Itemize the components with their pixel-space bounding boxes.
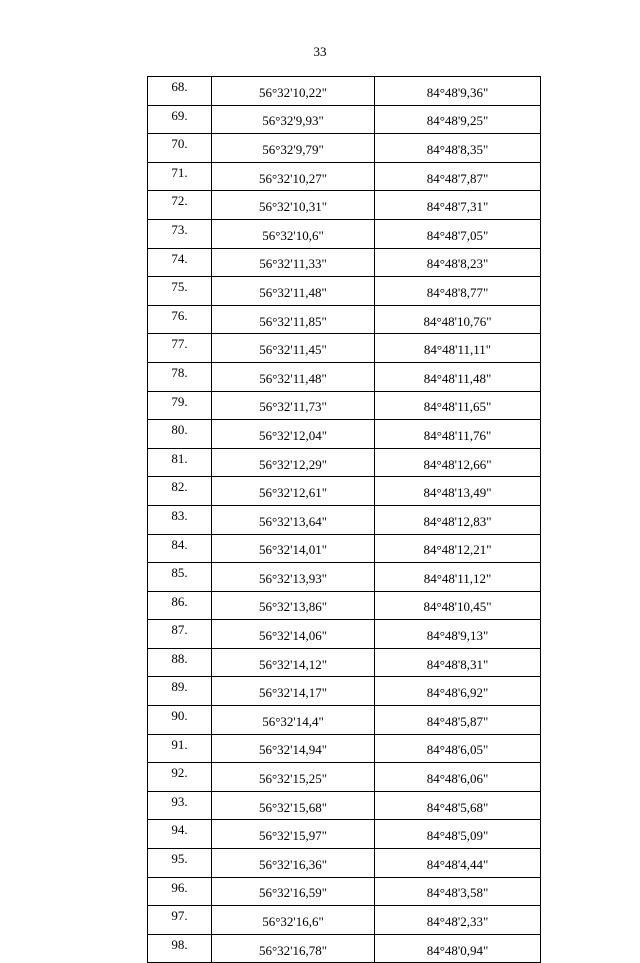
- table-row: [148, 391, 541, 420]
- latitude-cell: 56°32'11,48": [212, 362, 375, 391]
- latitude-cell: 56°32'14,01": [212, 534, 375, 563]
- point-number: 76.: [148, 305, 212, 334]
- longitude-cell: 84°48'0,94": [375, 934, 541, 963]
- table-row: [148, 591, 541, 620]
- longitude-cell: 84°48'5,68": [375, 791, 541, 820]
- latitude-cell: 56°32'14,94": [212, 734, 375, 763]
- table-row: [148, 791, 541, 820]
- table-row: [148, 534, 541, 563]
- latitude-cell: 56°32'12,04": [212, 420, 375, 449]
- longitude-cell: 84°48'7,87": [375, 162, 541, 191]
- latitude-cell: 56°32'10,27": [212, 162, 375, 191]
- longitude-cell: 84°48'9,25": [375, 105, 541, 134]
- latitude-cell: 56°32'11,33": [212, 248, 375, 277]
- longitude-cell: 84°48'12,66": [375, 448, 541, 477]
- latitude-cell: 56°32'13,64": [212, 505, 375, 534]
- latitude-cell: 56°32'13,93": [212, 563, 375, 592]
- point-number: 71.: [148, 162, 212, 191]
- latitude-cell: 56°32'14,12": [212, 648, 375, 677]
- latitude-cell: 56°32'15,97": [212, 820, 375, 849]
- latitude-cell: 56°32'12,61": [212, 477, 375, 506]
- latitude-cell: 56°32'16,6": [212, 906, 375, 935]
- longitude-cell: 84°48'2,33": [375, 906, 541, 935]
- point-number: 73.: [148, 219, 212, 248]
- table-row: [148, 77, 541, 106]
- longitude-cell: 84°48'8,31": [375, 648, 541, 677]
- point-number: 97.: [148, 906, 212, 935]
- point-number: 95.: [148, 849, 212, 878]
- latitude-cell: 56°32'9,93": [212, 105, 375, 134]
- point-number: 79.: [148, 391, 212, 420]
- table-row: [148, 191, 541, 220]
- point-number: 82.: [148, 477, 212, 506]
- point-number: 90.: [148, 706, 212, 735]
- point-number: 83.: [148, 505, 212, 534]
- longitude-cell: 84°48'11,48": [375, 362, 541, 391]
- table-row: [148, 505, 541, 534]
- point-number: 87.: [148, 620, 212, 649]
- table-row: [148, 820, 541, 849]
- longitude-cell: 84°48'8,35": [375, 134, 541, 163]
- point-number: 78.: [148, 362, 212, 391]
- table-row: [148, 706, 541, 735]
- point-number: 72.: [148, 191, 212, 220]
- point-number: 91.: [148, 734, 212, 763]
- table-row: [148, 620, 541, 649]
- longitude-cell: 84°48'11,76": [375, 420, 541, 449]
- table-row: [148, 134, 541, 163]
- point-number: 98.: [148, 934, 212, 963]
- longitude-cell: 84°48'11,12": [375, 563, 541, 592]
- longitude-cell: 84°48'5,09": [375, 820, 541, 849]
- table-row: [148, 448, 541, 477]
- longitude-cell: 84°48'6,05": [375, 734, 541, 763]
- table-row: [148, 362, 541, 391]
- latitude-cell: 56°32'11,45": [212, 334, 375, 363]
- longitude-cell: 84°48'10,76": [375, 305, 541, 334]
- table-row: [148, 563, 541, 592]
- latitude-cell: 56°32'15,25": [212, 763, 375, 792]
- page-number: 33: [313, 44, 327, 59]
- table-row: [148, 248, 541, 277]
- table-row: [148, 763, 541, 792]
- point-number: 75.: [148, 277, 212, 306]
- latitude-cell: 56°32'14,4": [212, 706, 375, 735]
- longitude-cell: 84°48'6,92": [375, 677, 541, 706]
- point-number: 94.: [148, 820, 212, 849]
- point-number: 89.: [148, 677, 212, 706]
- longitude-cell: 84°48'7,31": [375, 191, 541, 220]
- longitude-cell: 84°48'8,77": [375, 277, 541, 306]
- longitude-cell: 84°48'11,11": [375, 334, 541, 363]
- table-row: [148, 877, 541, 906]
- latitude-cell: 56°32'16,36": [212, 849, 375, 878]
- longitude-cell: 84°48'7,05": [375, 219, 541, 248]
- table-row: [148, 334, 541, 363]
- latitude-cell: 56°32'14,06": [212, 620, 375, 649]
- latitude-cell: 56°32'9,79": [212, 134, 375, 163]
- point-number: 77.: [148, 334, 212, 363]
- table-row: [148, 849, 541, 878]
- longitude-cell: 84°48'9,13": [375, 620, 541, 649]
- longitude-cell: 84°48'12,83": [375, 505, 541, 534]
- point-number: 93.: [148, 791, 212, 820]
- table-row: [148, 277, 541, 306]
- point-number: 81.: [148, 448, 212, 477]
- table-row: [148, 219, 541, 248]
- latitude-cell: 56°32'11,85": [212, 305, 375, 334]
- latitude-cell: 56°32'15,68": [212, 791, 375, 820]
- latitude-cell: 56°32'16,78": [212, 934, 375, 963]
- latitude-cell: 56°32'10,31": [212, 191, 375, 220]
- table-row: [148, 734, 541, 763]
- table-row: [148, 648, 541, 677]
- latitude-cell: 56°32'13,86": [212, 591, 375, 620]
- latitude-cell: 56°32'16,59": [212, 877, 375, 906]
- point-number: 69.: [148, 105, 212, 134]
- coordinates-table: [147, 76, 541, 963]
- point-number: 88.: [148, 648, 212, 677]
- longitude-cell: 84°48'8,23": [375, 248, 541, 277]
- longitude-cell: 84°48'11,65": [375, 391, 541, 420]
- latitude-cell: 56°32'14,17": [212, 677, 375, 706]
- table-row: [148, 906, 541, 935]
- table-row: [148, 162, 541, 191]
- point-number: 92.: [148, 763, 212, 792]
- latitude-cell: 56°32'10,22": [212, 77, 375, 106]
- point-number: 85.: [148, 563, 212, 592]
- table-row: [148, 105, 541, 134]
- table-row: [148, 477, 541, 506]
- latitude-cell: 56°32'10,6": [212, 219, 375, 248]
- coordinates-table-body: [148, 77, 541, 963]
- longitude-cell: 84°48'6,06": [375, 763, 541, 792]
- point-number: 96.: [148, 877, 212, 906]
- longitude-cell: 84°48'5,87": [375, 706, 541, 735]
- longitude-cell: 84°48'10,45": [375, 591, 541, 620]
- longitude-cell: 84°48'13,49": [375, 477, 541, 506]
- longitude-cell: 84°48'3,58": [375, 877, 541, 906]
- table-row: [148, 677, 541, 706]
- point-number: 86.: [148, 591, 212, 620]
- point-number: 70.: [148, 134, 212, 163]
- latitude-cell: 56°32'11,48": [212, 277, 375, 306]
- table-row: [148, 420, 541, 449]
- point-number: 84.: [148, 534, 212, 563]
- point-number: 80.: [148, 420, 212, 449]
- latitude-cell: 56°32'11,73": [212, 391, 375, 420]
- table-row: [148, 305, 541, 334]
- longitude-cell: 84°48'12,21": [375, 534, 541, 563]
- point-number: 68.: [148, 77, 212, 106]
- point-number: 74.: [148, 248, 212, 277]
- longitude-cell: 84°48'4,44": [375, 849, 541, 878]
- table-row: [148, 934, 541, 963]
- latitude-cell: 56°32'12,29": [212, 448, 375, 477]
- longitude-cell: 84°48'9,36": [375, 77, 541, 106]
